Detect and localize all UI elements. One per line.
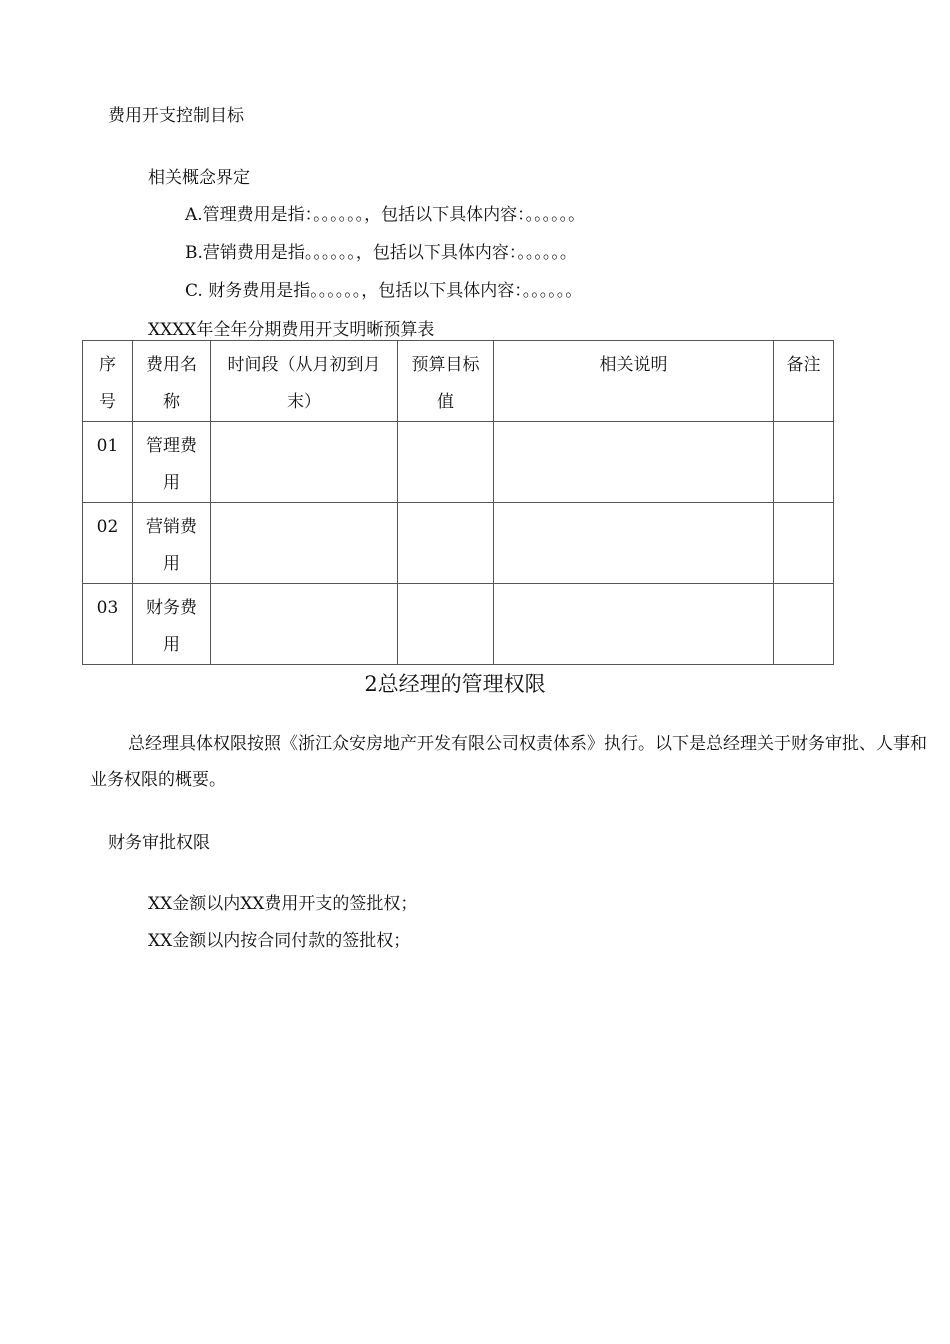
cell-name: 营销费用 [133,503,211,584]
table-row [83,503,834,584]
cell-target [398,422,494,503]
header-name: 费用名称 [133,341,211,422]
header-period: 时间段（从月初到月末） [211,341,398,422]
header-no: 序号 [83,341,133,422]
cell-target [398,503,494,584]
cell-period [211,422,398,503]
cell-name: 管理费用 [133,422,211,503]
table-row [83,584,834,665]
cell-remark [774,422,834,503]
table-header-row [83,341,834,422]
concepts-heading: 相关概念界定 [148,168,250,188]
cell-name: 财务费用 [133,584,211,665]
table-row [83,422,834,503]
concept-item-c: C. 财务费用是指。。。。。。，包括以下具体内容：。。。。。。 [185,281,583,301]
table-caption: XXXX年全年分期费用开支明晰预算表 [148,320,435,340]
cell-no: 02 [83,503,133,584]
cell-no: 01 [83,422,133,503]
approval-item: XX金额以内XX费用开支的签批权； [148,894,418,914]
cell-note [494,584,774,665]
budget-table [82,340,834,665]
cell-remark [774,503,834,584]
header-note: 相关说明 [494,341,774,422]
gm-intro-paragraph: 总经理具体权限按照《浙江众安房地产开发有限公司权责体系》执行。以下是总经理关于财务审批、人事和业务权限的概要。 [90,734,927,790]
concept-item-b: B.营销费用是指。。。。。。，包括以下具体内容：。。。。。。 [185,243,577,263]
approval-item: XX金额以内按合同付款的签批权； [148,931,411,951]
gm-section-title: 2总经理的管理权限 [364,672,546,696]
finance-approval-heading: 财务审批权限 [108,833,210,853]
concept-item-a: A.管理费用是指：。。。。。。，包括以下具体内容：。。。。。。 [185,205,586,225]
header-target: 预算目标值 [398,341,494,422]
cell-period [211,503,398,584]
cell-target [398,584,494,665]
header-remark: 备注 [774,341,834,422]
cell-period [211,584,398,665]
cell-note [494,503,774,584]
cell-note [494,422,774,503]
expense-goal-heading: 费用开支控制目标 [108,106,244,126]
cell-no: 03 [83,584,133,665]
cell-remark [774,584,834,665]
